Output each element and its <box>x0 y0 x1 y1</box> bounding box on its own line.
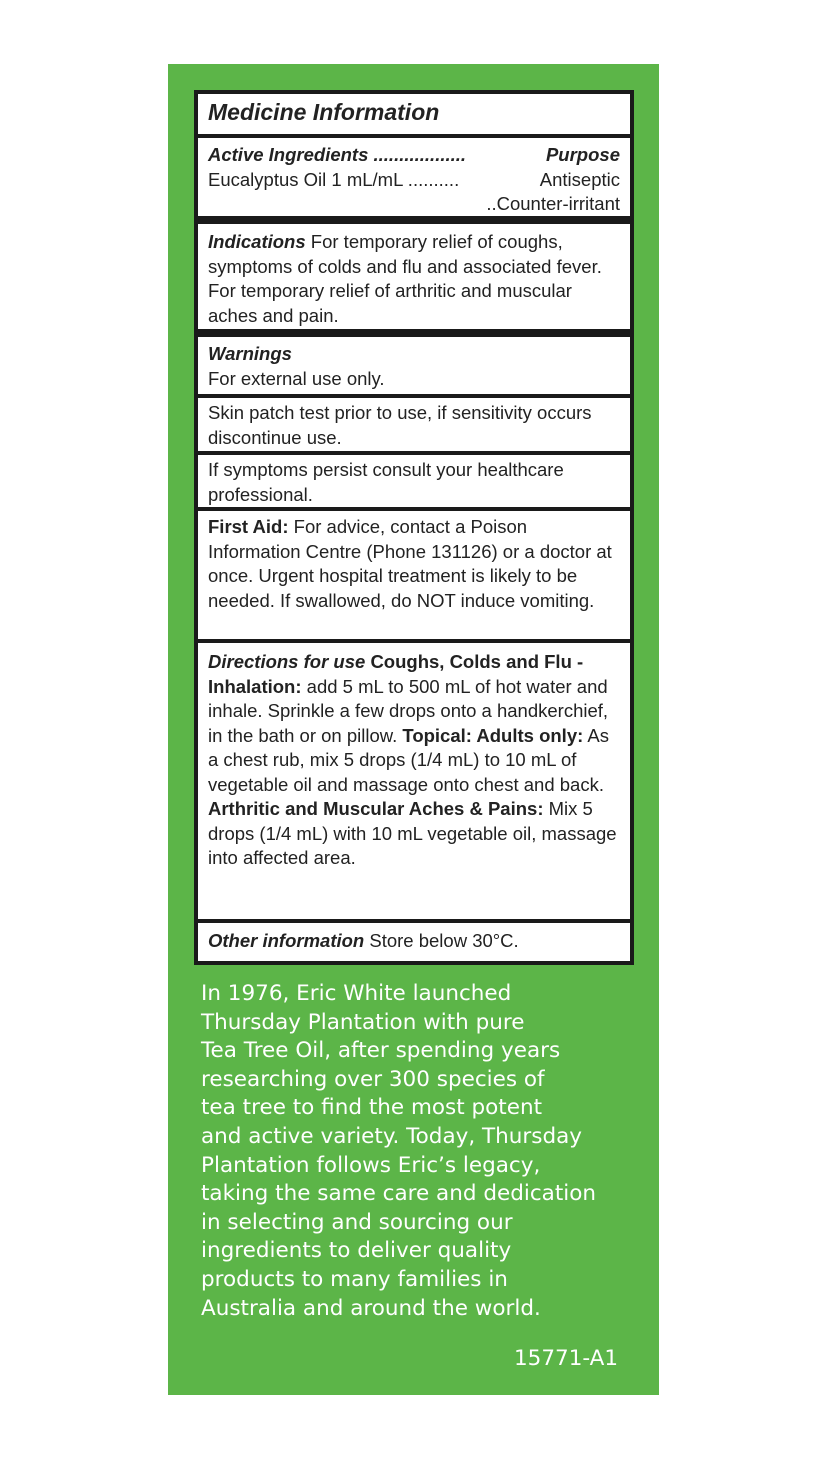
warning-symptoms-box <box>198 455 630 507</box>
first-aid-box <box>198 511 630 639</box>
first-aid-text: For advice, contact a Poison Information Centre (Phone 131126) or a doctor at once. Urgent hospital treatment is likely to be needed. If swallowed, do NOT induce vomiting. <box>208 516 612 611</box>
active-ingredients-header <box>208 143 620 168</box>
warnings-box <box>198 337 630 394</box>
first-aid-label: First Aid: <box>208 516 289 537</box>
active-ingredients-heading: Active Ingredients .................. <box>208 144 467 165</box>
warnings-heading: Warnings <box>208 343 292 364</box>
ingredient-name: Eucalyptus Oil 1 mL/mL .......... <box>208 168 460 190</box>
other-information-box <box>198 923 630 961</box>
purpose-heading: Purpose <box>545 144 620 165</box>
directions-arthritic-label: Arthritic and Muscular Aches & Pains: <box>208 798 544 819</box>
ingredient-row <box>208 168 620 193</box>
ingredient-purpose: Antiseptic <box>539 168 620 190</box>
other-information-heading: Other information <box>208 930 365 951</box>
directions-coughs-label: Coughs, Colds and Flu - Inhalation: <box>208 651 584 697</box>
directions-arthritic-text: Mix 5 drops (1/4 mL) with 10 mL vegetable oil, massage into affected area. <box>208 798 617 868</box>
other-information-text: Store below 30°C. <box>369 930 519 951</box>
directions-heading: Directions for use <box>208 651 366 672</box>
warning-symptoms: If symptoms persist consult your healthcare professional. <box>208 459 564 505</box>
warning-patch-test: Skin patch test prior to use, if sensitivity occurs discontinue use. <box>208 402 592 448</box>
warning-patch-test-box <box>198 398 630 451</box>
medicine-information-table <box>194 90 634 965</box>
active-ingredients-box <box>198 138 630 216</box>
indications-heading: Indications <box>208 231 306 252</box>
warning-external-use: For external use only. <box>208 367 385 389</box>
indications-text: For temporary relief of coughs, symptoms of colds and flu and associated fever. For temporary relief of arthritic and muscular aches and pain. <box>208 231 602 326</box>
directions-topical-label: Topical: Adults only: <box>402 724 584 746</box>
product-code: 15771-A1 <box>514 1346 619 1371</box>
directions-box <box>198 643 630 919</box>
medicine-title-box <box>198 94 630 134</box>
indications-box <box>198 224 630 329</box>
directions-topical-text: As a chest rub, mix 5 drops (1/4 mL) to 10 mL of vegetable oil and massage onto chest and back. <box>208 724 609 795</box>
ingredient-purpose-2: ..Counter-irritant <box>486 193 620 214</box>
directions-coughs-text: add 5 mL to 500 mL of hot water and inhale. Sprinkle a few drops onto a handkerchief, in the bath or on pillow. <box>208 675 609 746</box>
brand-history-text: In 1976, Eric White launched Thursday Plantation with pure Tea Tree Oil, after spending years researching over 300 species of tea tree to find the most potent and active variety. Today, Thursday Plantation follows Eric’s legacy, taking the same care and dedication in selecting and sourcing our ingredients to deliver quality products to many families in Australia and around the world. <box>201 981 597 1321</box>
medicine-title: Medicine Information <box>208 99 440 125</box>
